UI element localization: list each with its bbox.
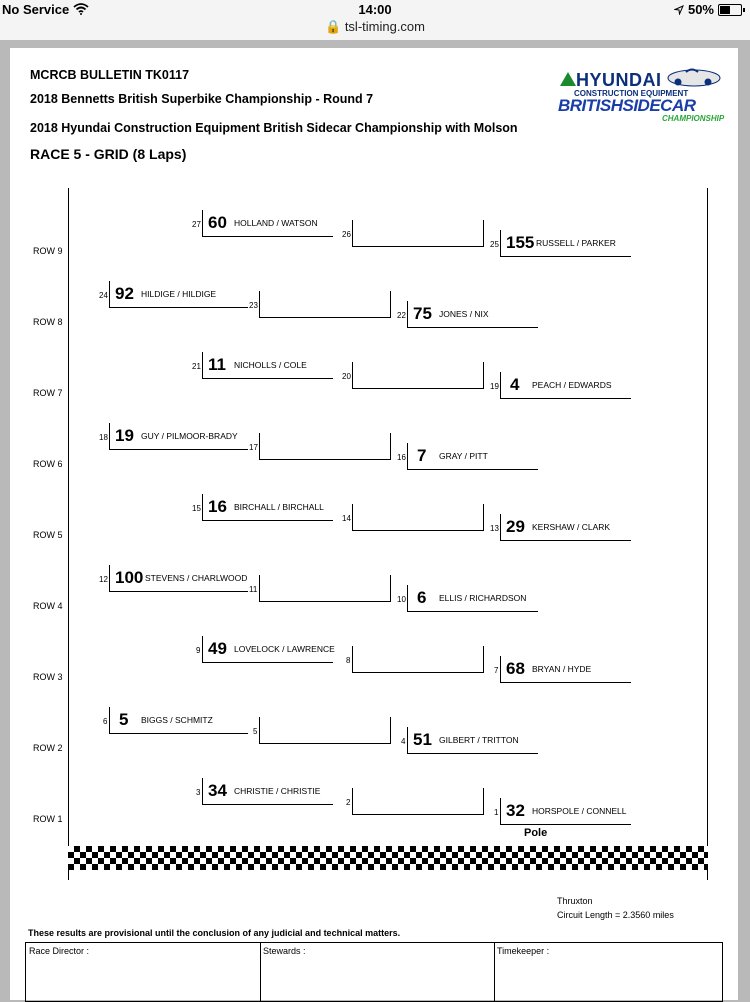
row-label: ROW 6	[33, 459, 63, 469]
rider-number: 68	[506, 659, 525, 678]
grid-position: 10	[397, 595, 406, 604]
battery-percent: 50%	[687, 2, 714, 17]
grid-frame-left	[68, 188, 69, 880]
grid-position: 20	[342, 372, 351, 381]
rider-number: 155	[506, 233, 535, 252]
start-line-checker	[68, 846, 708, 870]
address-bar[interactable]	[0, 19, 750, 35]
grid-slot-empty	[352, 788, 484, 815]
crew-name: GRAY / PITT	[439, 451, 488, 461]
grid-position: 18	[99, 433, 108, 442]
grid-position: 14	[342, 514, 351, 523]
bulletin-title: MCRCB BULLETIN TK0117	[30, 68, 190, 82]
rider-number: 5	[119, 710, 129, 729]
grid-position: 27	[192, 220, 201, 229]
grid-slot-empty	[259, 433, 391, 460]
logo-tag: CHAMPIONSHIP	[662, 114, 725, 123]
rider-number: 92	[115, 284, 134, 303]
stewards-cell	[260, 943, 495, 1001]
crew-name: STEVENS / CHARLWOOD	[145, 573, 248, 583]
pole-label: Pole	[524, 827, 548, 839]
grid-position: 15	[192, 504, 201, 513]
row-label: ROW 2	[33, 743, 63, 753]
grid-position: 19	[490, 382, 499, 391]
grid-position: 1	[494, 808, 499, 817]
row-label: ROW 9	[33, 246, 63, 256]
crew-name: JONES / NIX	[439, 309, 489, 319]
rider-number: 60	[208, 213, 227, 232]
crew-name: GUY / PILMOOR-BRADY	[141, 431, 238, 441]
grid-slot-empty	[259, 291, 391, 318]
rider-number: 7	[417, 446, 427, 465]
rider-number: 6	[417, 588, 427, 607]
grid-position: 6	[103, 717, 108, 726]
logo-subtitle: CONSTRUCTION EQUIPMENT	[574, 89, 689, 98]
rider-number: 19	[115, 426, 134, 445]
rider-number: 4	[510, 375, 520, 394]
crew-name: RUSSELL / PARKER	[536, 238, 616, 248]
rider-number: 49	[208, 639, 227, 658]
crew-name: KERSHAW / CLARK	[532, 522, 611, 532]
grid-position: 4	[401, 737, 406, 746]
crew-name: NICHOLLS / COLE	[234, 360, 307, 370]
row-label: ROW 4	[33, 601, 63, 611]
grid-position: 5	[253, 727, 258, 736]
grid-position: 22	[397, 311, 406, 320]
rider-number: 75	[413, 304, 432, 323]
grid-slot-empty	[352, 504, 484, 531]
logo-triangle-icon	[560, 72, 576, 86]
circuit-name: Thruxton	[557, 896, 593, 906]
sidecar-icon	[666, 66, 722, 88]
row-label: ROW 3	[33, 672, 63, 682]
logo-brand: HYUNDAI	[576, 70, 662, 90]
crew-name: PEACH / EDWARDS	[532, 380, 612, 390]
rider-number: 34	[208, 781, 227, 800]
grid-slot-empty	[259, 717, 391, 744]
grid-position: 3	[196, 788, 201, 797]
crew-name: BIRCHALL / BIRCHALL	[234, 502, 324, 512]
grid-frame-right	[707, 188, 708, 880]
grid-position: 11	[249, 585, 258, 594]
row-label: ROW 7	[33, 388, 63, 398]
grid-position: 12	[99, 575, 108, 584]
crew-name: ELLIS / RICHARDSON	[439, 593, 527, 603]
grid-position: 24	[99, 291, 108, 300]
sidecar-title: 2018 Hyundai Construction Equipment British Sidecar Championship with Molson	[30, 121, 518, 135]
lock-icon: 🔒	[325, 19, 342, 34]
grid-position: 16	[397, 453, 406, 462]
grid-slot-empty	[352, 362, 484, 389]
signature-table	[25, 942, 723, 1002]
clock: 14:00	[358, 2, 392, 17]
url-text: tsl-timing.com	[344, 19, 425, 34]
crew-name: BIGGS / SCHMITZ	[141, 715, 213, 725]
bulletin-page	[10, 48, 738, 1000]
crew-name: CHRISTIE / CHRISTIE	[234, 786, 321, 796]
crew-name: HORSPOLE / CONNELL	[532, 806, 627, 816]
grid-slot-empty	[352, 646, 484, 673]
race-title: RACE 5 - GRID (8 Laps)	[30, 146, 187, 162]
rider-number: 16	[208, 497, 227, 516]
grid-position: 2	[346, 798, 351, 807]
timekeeper-cell	[494, 943, 722, 1001]
rider-number: 11	[208, 355, 226, 374]
race-director-label: Race Director :	[29, 946, 90, 956]
rider-number: 100	[115, 568, 144, 587]
grid-position: 21	[192, 362, 201, 371]
stewards-label: Stewards :	[263, 946, 306, 956]
race-director-cell	[26, 943, 261, 1001]
carrier-text: No Service	[2, 2, 70, 17]
rider-number: 51	[413, 730, 432, 749]
grid-position: 9	[196, 646, 201, 655]
battery-icon	[718, 4, 742, 16]
grid-position: 23	[249, 301, 258, 310]
grid-position: 25	[490, 240, 499, 249]
crew-name: GILBERT / TRITTON	[439, 735, 519, 745]
status-bar	[0, 0, 750, 40]
grid-slot-empty	[259, 575, 391, 602]
disclaimer: These results are provisional until the conclusion of any judicial and technical matters.	[28, 928, 401, 938]
circuit-length: Circuit Length = 2.3560 miles	[557, 910, 674, 920]
championship-title: 2018 Bennetts British Superbike Championship - Round 7	[30, 92, 374, 106]
championship-logo	[558, 66, 726, 122]
grid-slot-empty	[352, 220, 484, 247]
location-arrow-icon	[674, 5, 684, 15]
rider-number: 32	[506, 801, 525, 820]
crew-name: HILDIGE / HILDIGE	[141, 289, 217, 299]
crew-name: LOVELOCK / LAWRENCE	[234, 644, 335, 654]
grid-position: 13	[490, 524, 499, 533]
grid-position: 7	[494, 666, 499, 675]
battery-status	[674, 2, 742, 17]
row-label: ROW 1	[33, 814, 63, 824]
rider-number: 29	[506, 517, 525, 536]
grid-position: 26	[342, 230, 351, 239]
row-label: ROW 8	[33, 317, 63, 327]
grid-position: 8	[346, 656, 351, 665]
crew-name: HOLLAND / WATSON	[234, 218, 318, 228]
grid-position: 17	[249, 443, 258, 452]
row-label: ROW 5	[33, 530, 63, 540]
logo-series: BRITISHSIDECAR	[558, 96, 696, 115]
crew-name: BRYAN / HYDE	[532, 664, 592, 674]
timekeeper-label: Timekeeper :	[497, 946, 550, 956]
